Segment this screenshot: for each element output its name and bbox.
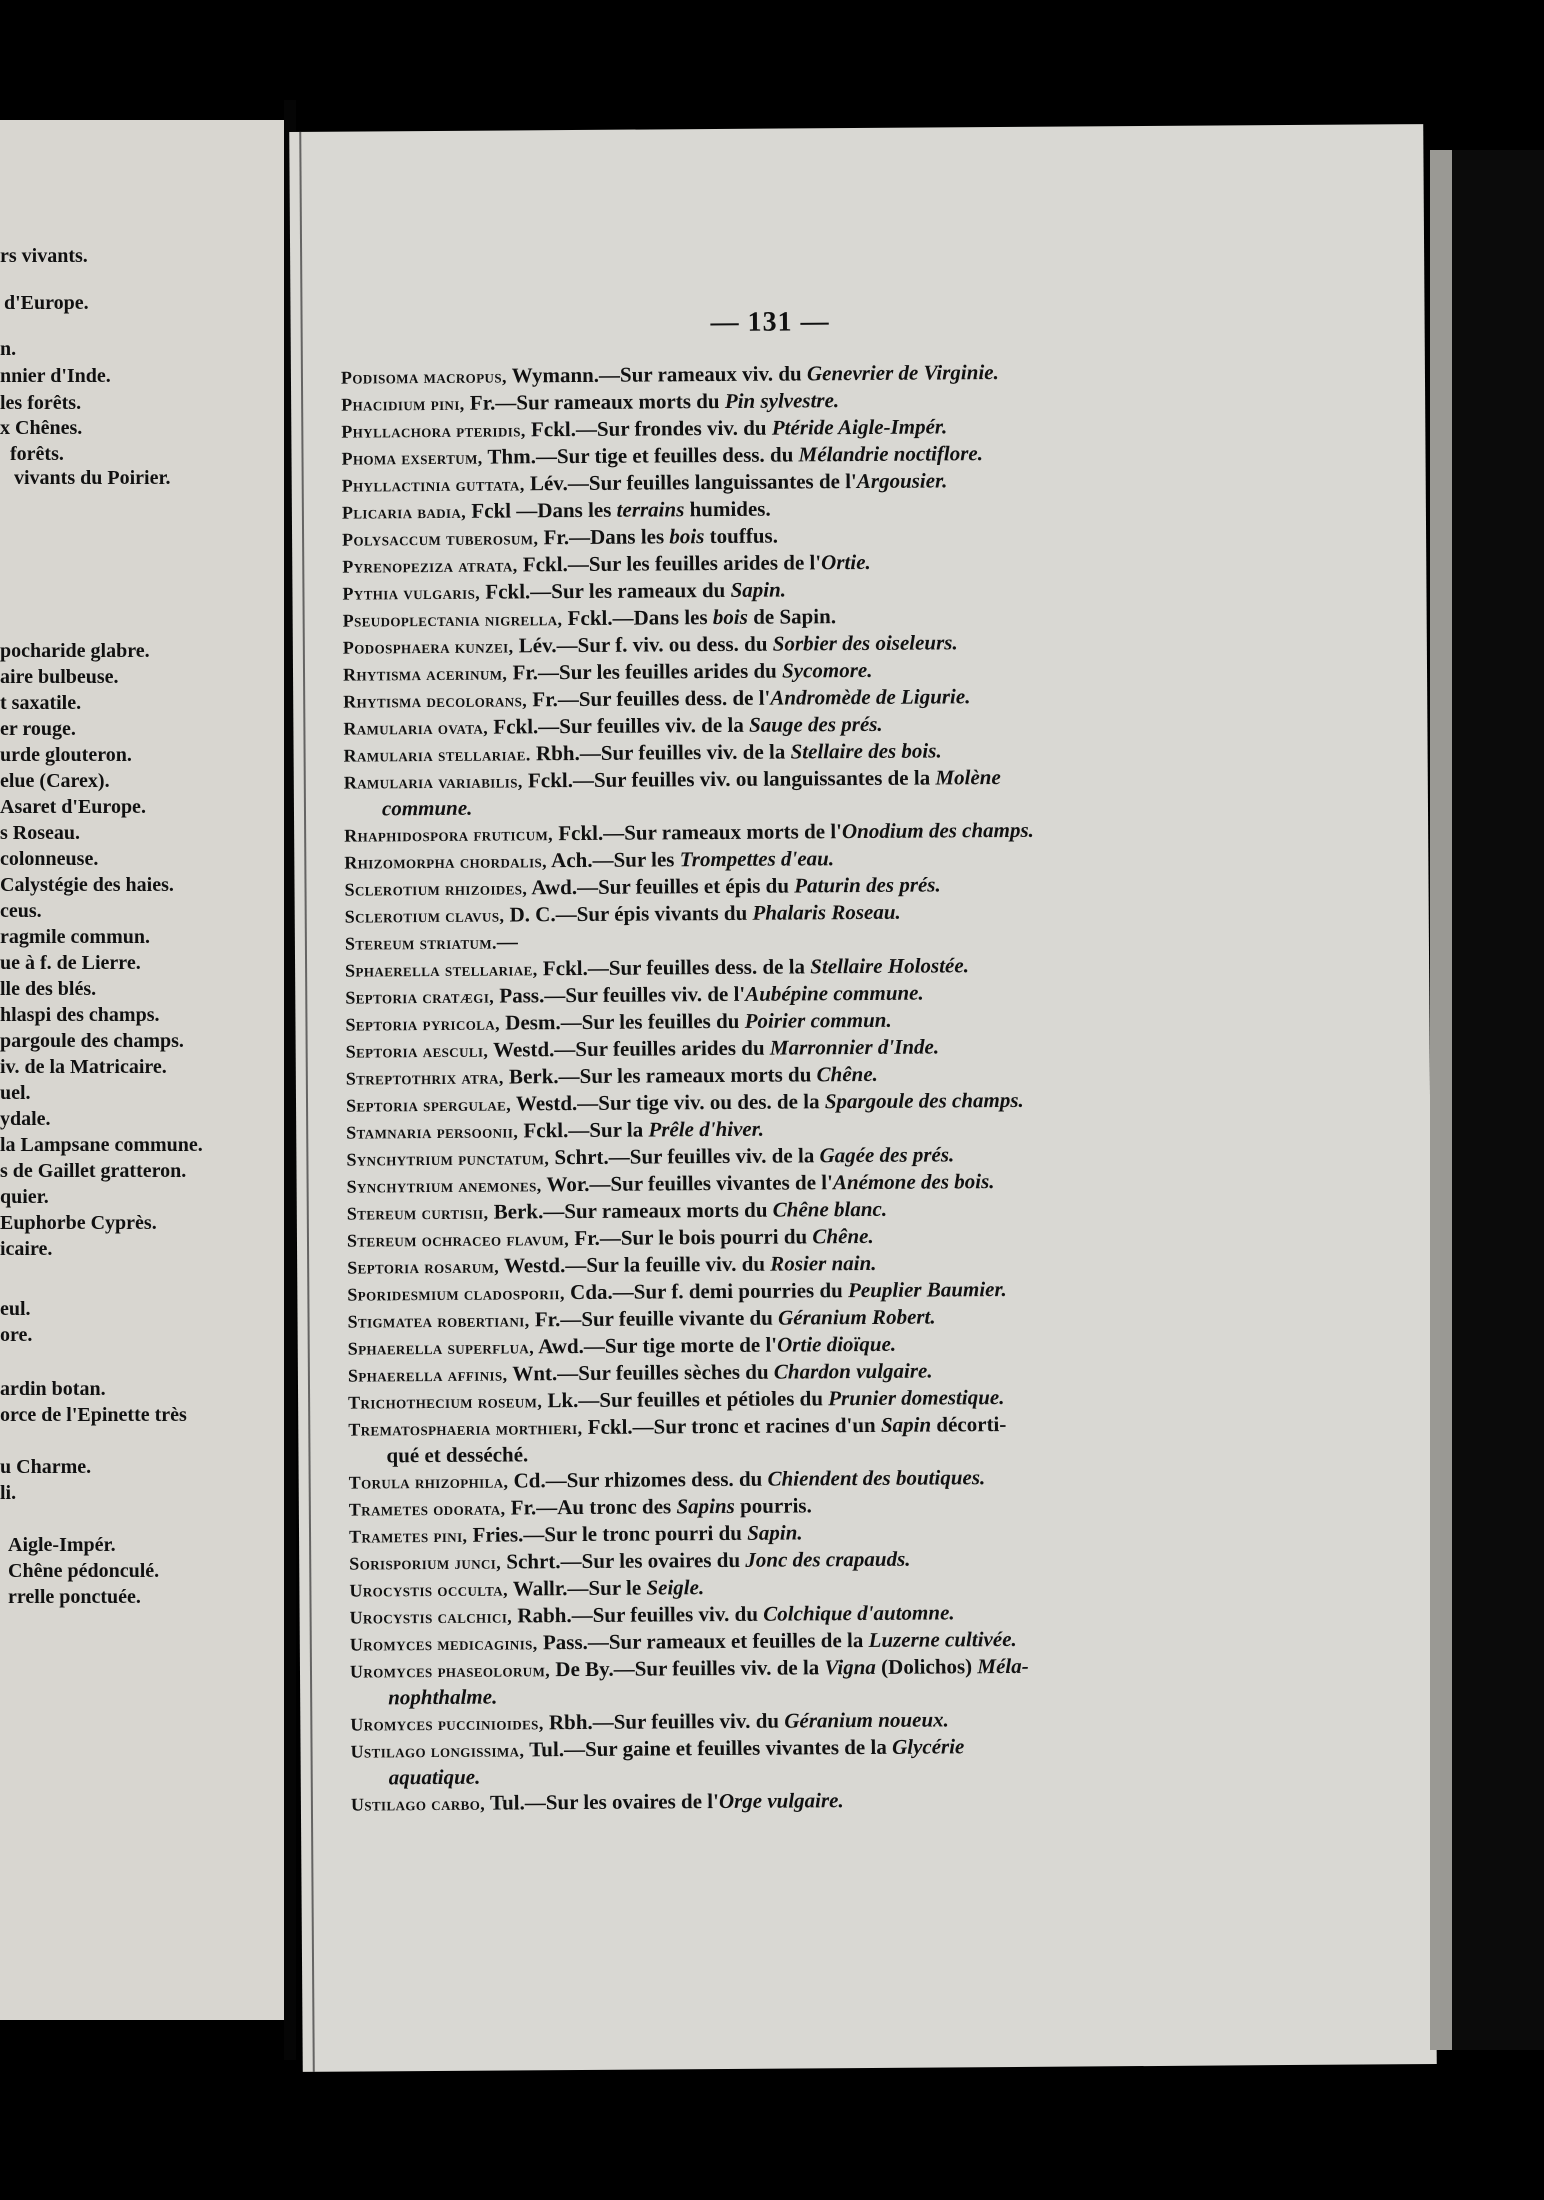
entry-host: Chiendent des boutiques. [767, 1465, 986, 1491]
entry-host: Rosier nain. [770, 1250, 877, 1276]
entry-description: D. C.—Sur épis vivants du [504, 900, 753, 927]
entry-host: Anémone des bois. [832, 1169, 995, 1195]
entry-taxon: Urocystis calchici, [349, 1606, 513, 1628]
entry-host: Chardon vulgaire. [773, 1358, 933, 1384]
entry-taxon: Septoria spergulae, [345, 1094, 512, 1116]
entry-description: Rbh.—Sur feuilles viv. de la [530, 739, 791, 766]
entry-host: Gagée des prés. [819, 1142, 955, 1168]
entry-taxon: Sphaerella superflua, [347, 1337, 535, 1359]
left-page-fragment: nnier d'Inde. [0, 365, 111, 387]
left-page-fragment: Aigle-Impér. [8, 1534, 116, 1556]
entry-description: Fr.—Sur les feuilles arides du [507, 658, 783, 685]
entry-taxon: Stereum ochraceo flavum, [346, 1229, 570, 1251]
background-edge [1452, 150, 1544, 2050]
entry-description: Thm.—Sur tige et feuilles dess. du [482, 442, 799, 469]
entry-taxon: Septoria pyricola, [345, 1013, 501, 1035]
entry-description: Desm.—Sur les feuilles du [499, 1008, 745, 1035]
entry-continuation: commune. [381, 795, 473, 821]
entry-description: Pass.—Sur feuilles viv. de l' [494, 981, 746, 1008]
entry-taxon: Sphaerella stellariae, [345, 959, 538, 981]
entry-description: Schrt.—Sur les ovaires du [501, 1547, 746, 1574]
entry-host: Mélandrie noctiflore. [798, 441, 984, 467]
entry-taxon: Torula rhizophila, [348, 1471, 509, 1493]
left-page-fragment: ardin botan. [0, 1378, 106, 1400]
entry-host: Prêle d'hiver. [648, 1116, 765, 1142]
entry-taxon: Septoria rosarum, [347, 1256, 500, 1278]
entry-description: Westd.—Sur feuilles arides du [488, 1035, 770, 1062]
entry-host: Stellaire Holostée. [810, 953, 969, 979]
entry-description: Ach.—Sur les [546, 847, 680, 873]
entry-taxon: Ramularia stellariae. [343, 744, 531, 766]
entry-taxon: Sporidesmium cladosporii, [347, 1283, 565, 1305]
left-page-fragment: icaire. [0, 1238, 53, 1260]
entry-description: Fr.—Sur le bois pourri du [568, 1224, 813, 1251]
entry-taxon: Urocystis occulta, [349, 1579, 509, 1601]
entry-description: Berk.—Sur les rameaux morts du [503, 1062, 817, 1089]
entry-taxon: Phyllactinia guttata, [341, 474, 525, 496]
entry-description: Berk.—Sur rameaux morts du [488, 1197, 773, 1224]
left-page-fragment: pargoule des champs. [0, 1030, 184, 1052]
entry-description: Fckl —Dans les [466, 497, 617, 523]
left-page-fragment: quier. [0, 1186, 49, 1208]
entry-description: Lév.—Sur feuilles languissantes de l' [524, 469, 857, 496]
entry-host: Luzerne cultivée. [868, 1626, 1017, 1652]
entry-host: Ortie. [821, 549, 871, 575]
entry-host: Orge vulgaire. [718, 1788, 844, 1814]
entry-taxon: Rhytisma acerinum, [342, 663, 508, 685]
entry-host: Glycérie [891, 1734, 965, 1759]
entry-host: Phalaris Roseau. [752, 899, 901, 925]
entry-taxon: Septoria cratægi, [345, 986, 495, 1008]
entry-host: Chêne blanc. [772, 1196, 888, 1222]
entry-taxon: Phyllachora pteridis, [341, 420, 526, 442]
left-page-fragment: s de Gaillet gratteron. [0, 1160, 187, 1182]
entry-host: Sapin. [747, 1520, 803, 1545]
entry-description: — [496, 929, 518, 954]
entry-taxon: Uromyces phaseolorum, [349, 1660, 551, 1682]
left-page-fragment: uel. [0, 1082, 31, 1104]
entry-host: Sorbier des oiseleurs. [772, 630, 958, 656]
entry-description: Westd.—Sur la feuille viv. du [499, 1251, 771, 1278]
entry-continuation: qué et desséché. [386, 1442, 529, 1468]
left-page-fragment: vivants du Poirier. [14, 467, 171, 489]
page-edge-rule [299, 132, 315, 2072]
entry-taxon: Trametes pini, [348, 1525, 468, 1547]
left-page-fragment: forêts. [10, 443, 64, 465]
entry-description: Cda.—Sur f. demi pourries du [564, 1278, 849, 1305]
left-page-fragment: Asaret d'Europe. [0, 796, 146, 818]
left-page-fragment: urde glouteron. [0, 744, 132, 766]
entry-host: Chêne. [816, 1061, 878, 1087]
entry-host: Prunier domestique. [828, 1385, 1005, 1411]
entry-taxon: Pseudoplectania nigrella, [342, 609, 563, 631]
left-page-fragment: er rouge. [0, 718, 76, 740]
entry-description: Lév.—Sur f. viv. ou dess. du [513, 631, 773, 658]
entry-taxon: Stamnaria persoonii, [346, 1121, 519, 1143]
left-page-fragment: Calystégie des haies. [0, 874, 174, 896]
entry-taxon: Uromyces medicaginis, [349, 1633, 538, 1655]
entry-taxon: Sphaerella affinis, [347, 1364, 508, 1386]
entry-description: Wallr.—Sur le [507, 1575, 647, 1601]
entry-host: Aubépine commune. [745, 980, 924, 1006]
left-page-fragment: Euphorbe Cyprès. [0, 1212, 157, 1234]
entry-host: Vigna [824, 1654, 876, 1680]
entry-taxon: Polysaccum tuberosum, [342, 528, 539, 550]
entry-description: Rabh.—Sur feuilles viv. du [512, 1601, 764, 1628]
left-page-fragment: aire bulbeuse. [0, 666, 119, 688]
entry-host: Ptéride Aigle-Impér. [771, 414, 948, 440]
entry-taxon: Sclerotium rhizoides, [344, 878, 528, 900]
entry-description: Tul.—Sur les ovaires de l' [485, 1789, 719, 1815]
entry-host: Poirier commun. [744, 1007, 892, 1033]
entry-host: Genevrier de Virginie. [806, 360, 999, 386]
left-page-fragment: s Roseau. [0, 822, 81, 844]
entry-description: Fr.—Au tronc des [505, 1494, 677, 1520]
entry-description: Fckl.—Sur les feuilles arides de l' [517, 550, 822, 577]
entry-taxon: Trichothecium roseum, [348, 1391, 543, 1413]
entry-tail: décorti- [931, 1412, 1007, 1437]
entry-host: Argousier. [856, 468, 948, 494]
entry-taxon: Stigmatea robertiani, [347, 1310, 530, 1332]
entry-description: Awd.—Sur tige morte de l' [533, 1332, 778, 1359]
entry-host: Géranium noueux. [784, 1707, 949, 1733]
left-page-fragment: orce de l'Epinette très [0, 1404, 187, 1426]
entry-taxon: Podosphaera kunzei, [342, 636, 514, 658]
left-page-fragment: colonneuse. [0, 848, 99, 870]
entry-tail: touffus. [704, 523, 778, 549]
entry-taxon: Podisoma macropus, [340, 366, 507, 388]
entry-description: Fckl.—Sur feuilles dess. de la [537, 954, 811, 981]
entry-host: Sycomore. [781, 657, 873, 683]
entry-host: Sapins [676, 1493, 735, 1519]
entry-host: Spargoule des champs. [824, 1087, 1024, 1114]
entry-host: Colchique d'automne. [763, 1600, 955, 1626]
entry-description: De By.—Sur feuilles viv. de la [550, 1655, 825, 1682]
entry-host: Peuplier Baumier. [847, 1277, 1007, 1303]
entry-description: Awd.—Sur feuilles et épis du [527, 873, 795, 900]
entry-description: Pass.—Sur rameaux et feuilles de la [537, 1627, 869, 1655]
left-page-fragment: ore. [0, 1324, 33, 1346]
entry-host: bois [712, 604, 748, 630]
left-page-fragment: pocharide glabre. [0, 640, 150, 662]
left-page-fragment: n. [0, 338, 17, 360]
left-page-fragment: ceus. [0, 900, 42, 922]
left-page-fragment: ragmile commun. [0, 926, 150, 948]
entry-description: Fckl.—Sur frondes viv. du [525, 415, 772, 442]
entry-host: Onodium des champs. [841, 817, 1034, 844]
entry-tail: pourris. [734, 1493, 812, 1518]
entry-host: Géranium Robert. [777, 1304, 936, 1330]
entry-taxon: Rhizomorpha chordalis, [344, 851, 548, 873]
entry-description: Fries.—Sur le tronc pourri du [467, 1520, 748, 1547]
left-page-fragment: x Chênes. [0, 417, 83, 439]
entry-taxon: Ramularia ovata, [343, 717, 489, 739]
entry-host: Trompettes d'eau. [679, 846, 835, 872]
entry-taxon: Ustilago longissima, [350, 1740, 525, 1762]
entry-host: Paturin des prés. [794, 872, 941, 898]
entry-description: Fr.—Sur feuille vivante du [529, 1305, 779, 1332]
left-page-fragment: rs vivants. [0, 245, 88, 267]
entry-tail: humides. [684, 496, 771, 522]
entry-host: Sauge des prés. [748, 711, 883, 737]
entry-description: Fckl.—Sur rameaux morts de l' [552, 819, 843, 846]
left-page-fragment: li. [0, 1482, 17, 1504]
entry-taxon: Rhaphidospora fruticum, [344, 824, 554, 846]
entry-taxon: Synchytrium anemones, [346, 1175, 542, 1197]
entry-description: Fr.—Sur rameaux morts du [464, 388, 725, 415]
entry-continuation: nophthalme. [388, 1684, 498, 1710]
entry-taxon: Pyrenopeziza atrata, [342, 555, 518, 577]
left-page-fragment: ue à f. de Lierre. [0, 952, 141, 974]
entry-taxon: Stereum curtisii, [346, 1202, 489, 1224]
entry-list [341, 355, 1531, 1817]
left-page-fragment: elue (Carex). [0, 770, 110, 792]
left-page-fragment: lle des blés. [0, 978, 97, 1000]
entry-description: Fckl.—Sur feuilles viv. de la [488, 712, 750, 739]
entry-taxon: Synchytrium punctatum, [346, 1148, 550, 1170]
entry-taxon: Phoma exsertum, [341, 447, 483, 469]
entry-host: Chêne. [812, 1223, 874, 1249]
entry-host: Sapin [880, 1412, 932, 1437]
entry-tail: (Dolichos) [875, 1654, 978, 1679]
entry-tail: de Sapin. [747, 604, 837, 629]
left-page [0, 120, 284, 2020]
left-page-fragment: iv. de la Matricaire. [0, 1056, 167, 1078]
entry-description: Fckl.—Sur tronc et racines d'un [582, 1412, 882, 1439]
left-page-fragment: les forêts. [0, 392, 82, 414]
entry-taxon: Sclerotium clavus, [344, 905, 505, 927]
entry-taxon: Phacidium pini, [341, 393, 465, 415]
entry-description: Wor.—Sur feuilles vivantes de l' [541, 1170, 833, 1197]
entry-description: Fckl.—Sur feuilles viv. ou languissantes de la [522, 765, 936, 793]
entry-description: Rbh.—Sur feuilles viv. du [543, 1708, 785, 1735]
entry-taxon: Sorisporium junci, [349, 1552, 502, 1574]
entry-taxon: Septoria aesculi, [345, 1040, 489, 1062]
entry-taxon: Trametes odorata, [348, 1498, 506, 1520]
entry-host: Pin sylvestre. [724, 388, 840, 413]
page-number: — 131 — [710, 306, 830, 339]
left-page-fragment: la Lampsane commune. [0, 1134, 203, 1156]
entry-taxon: Pythia vulgaris, [342, 582, 481, 604]
entry-description: Cd.—Sur rhizomes dess. du [508, 1466, 768, 1493]
entry-description: Wymann.—Sur rameaux viv. du [506, 361, 807, 388]
entry-taxon: Plicaria badia, [341, 501, 467, 523]
entry-host: Sapin. [730, 577, 787, 602]
entry-host: Andromède de Ligurie. [770, 684, 971, 710]
entry-description: Fckl.—Sur la [518, 1117, 649, 1143]
entry-host: bois [669, 524, 705, 549]
entry-description: Fr.—Sur feuilles dess. de l' [526, 685, 771, 712]
entry-description: Wnt.—Sur feuilles sèches du [507, 1359, 774, 1386]
entry-description: Westd.—Sur tige viv. ou des. de la [511, 1089, 825, 1116]
left-page-fragment: Chêne pédonculé. [8, 1560, 160, 1582]
entry-host: Seigle. [646, 1575, 705, 1600]
entry-host: Jonc des crapauds. [745, 1546, 911, 1572]
left-page-fragment: t saxatile. [0, 692, 82, 714]
entry-description: Schrt.—Sur feuilles viv. de la [549, 1143, 820, 1170]
entry-host: Molène [935, 765, 1001, 790]
entry-continuation: aquatique. [388, 1764, 481, 1790]
entry-taxon: Streptothrix atra, [345, 1067, 504, 1089]
left-page-fragment: rrelle ponctuée. [8, 1586, 141, 1608]
entry-description: Tul.—Sur gaine et feuilles vivantes de la [524, 1734, 893, 1762]
entry-taxon: Trematosphaeria morthieri, [348, 1417, 583, 1440]
left-page-fragment: ydale. [0, 1108, 51, 1130]
entry-description: Lk.—Sur feuilles et pétioles du [542, 1386, 829, 1413]
entry-taxon: Uromyces puccinioides, [350, 1713, 544, 1735]
entry-taxon: Ustilago carbo, [350, 1793, 486, 1815]
right-page [289, 124, 1437, 2072]
entry-description: Fckl.—Sur les rameaux du [480, 577, 731, 604]
left-page-fragment: hlaspi des champs. [0, 1004, 160, 1026]
entry-tail-italic: Méla- [977, 1653, 1029, 1679]
entry-host: Stellaire des bois. [790, 738, 942, 764]
left-page-fragment: d'Europe. [4, 292, 89, 314]
entry-description: Fr.—Dans les [538, 524, 670, 550]
entry-host: Marronnier d'Inde. [769, 1034, 940, 1060]
entry-taxon: Ramularia variabilis, [343, 771, 523, 793]
left-page-fragment: eul. [0, 1298, 31, 1320]
entry-host: Ortie dioïque. [777, 1331, 897, 1357]
left-page-fragment: u Charme. [0, 1456, 92, 1478]
entry-description: Fckl.—Dans les [562, 605, 713, 631]
entry-host: terrains [616, 497, 685, 522]
entry-taxon: Rhytisma decolorans, [343, 690, 528, 712]
book-spine [1430, 150, 1452, 2050]
entry-taxon: Stereum striatum. [344, 932, 497, 954]
